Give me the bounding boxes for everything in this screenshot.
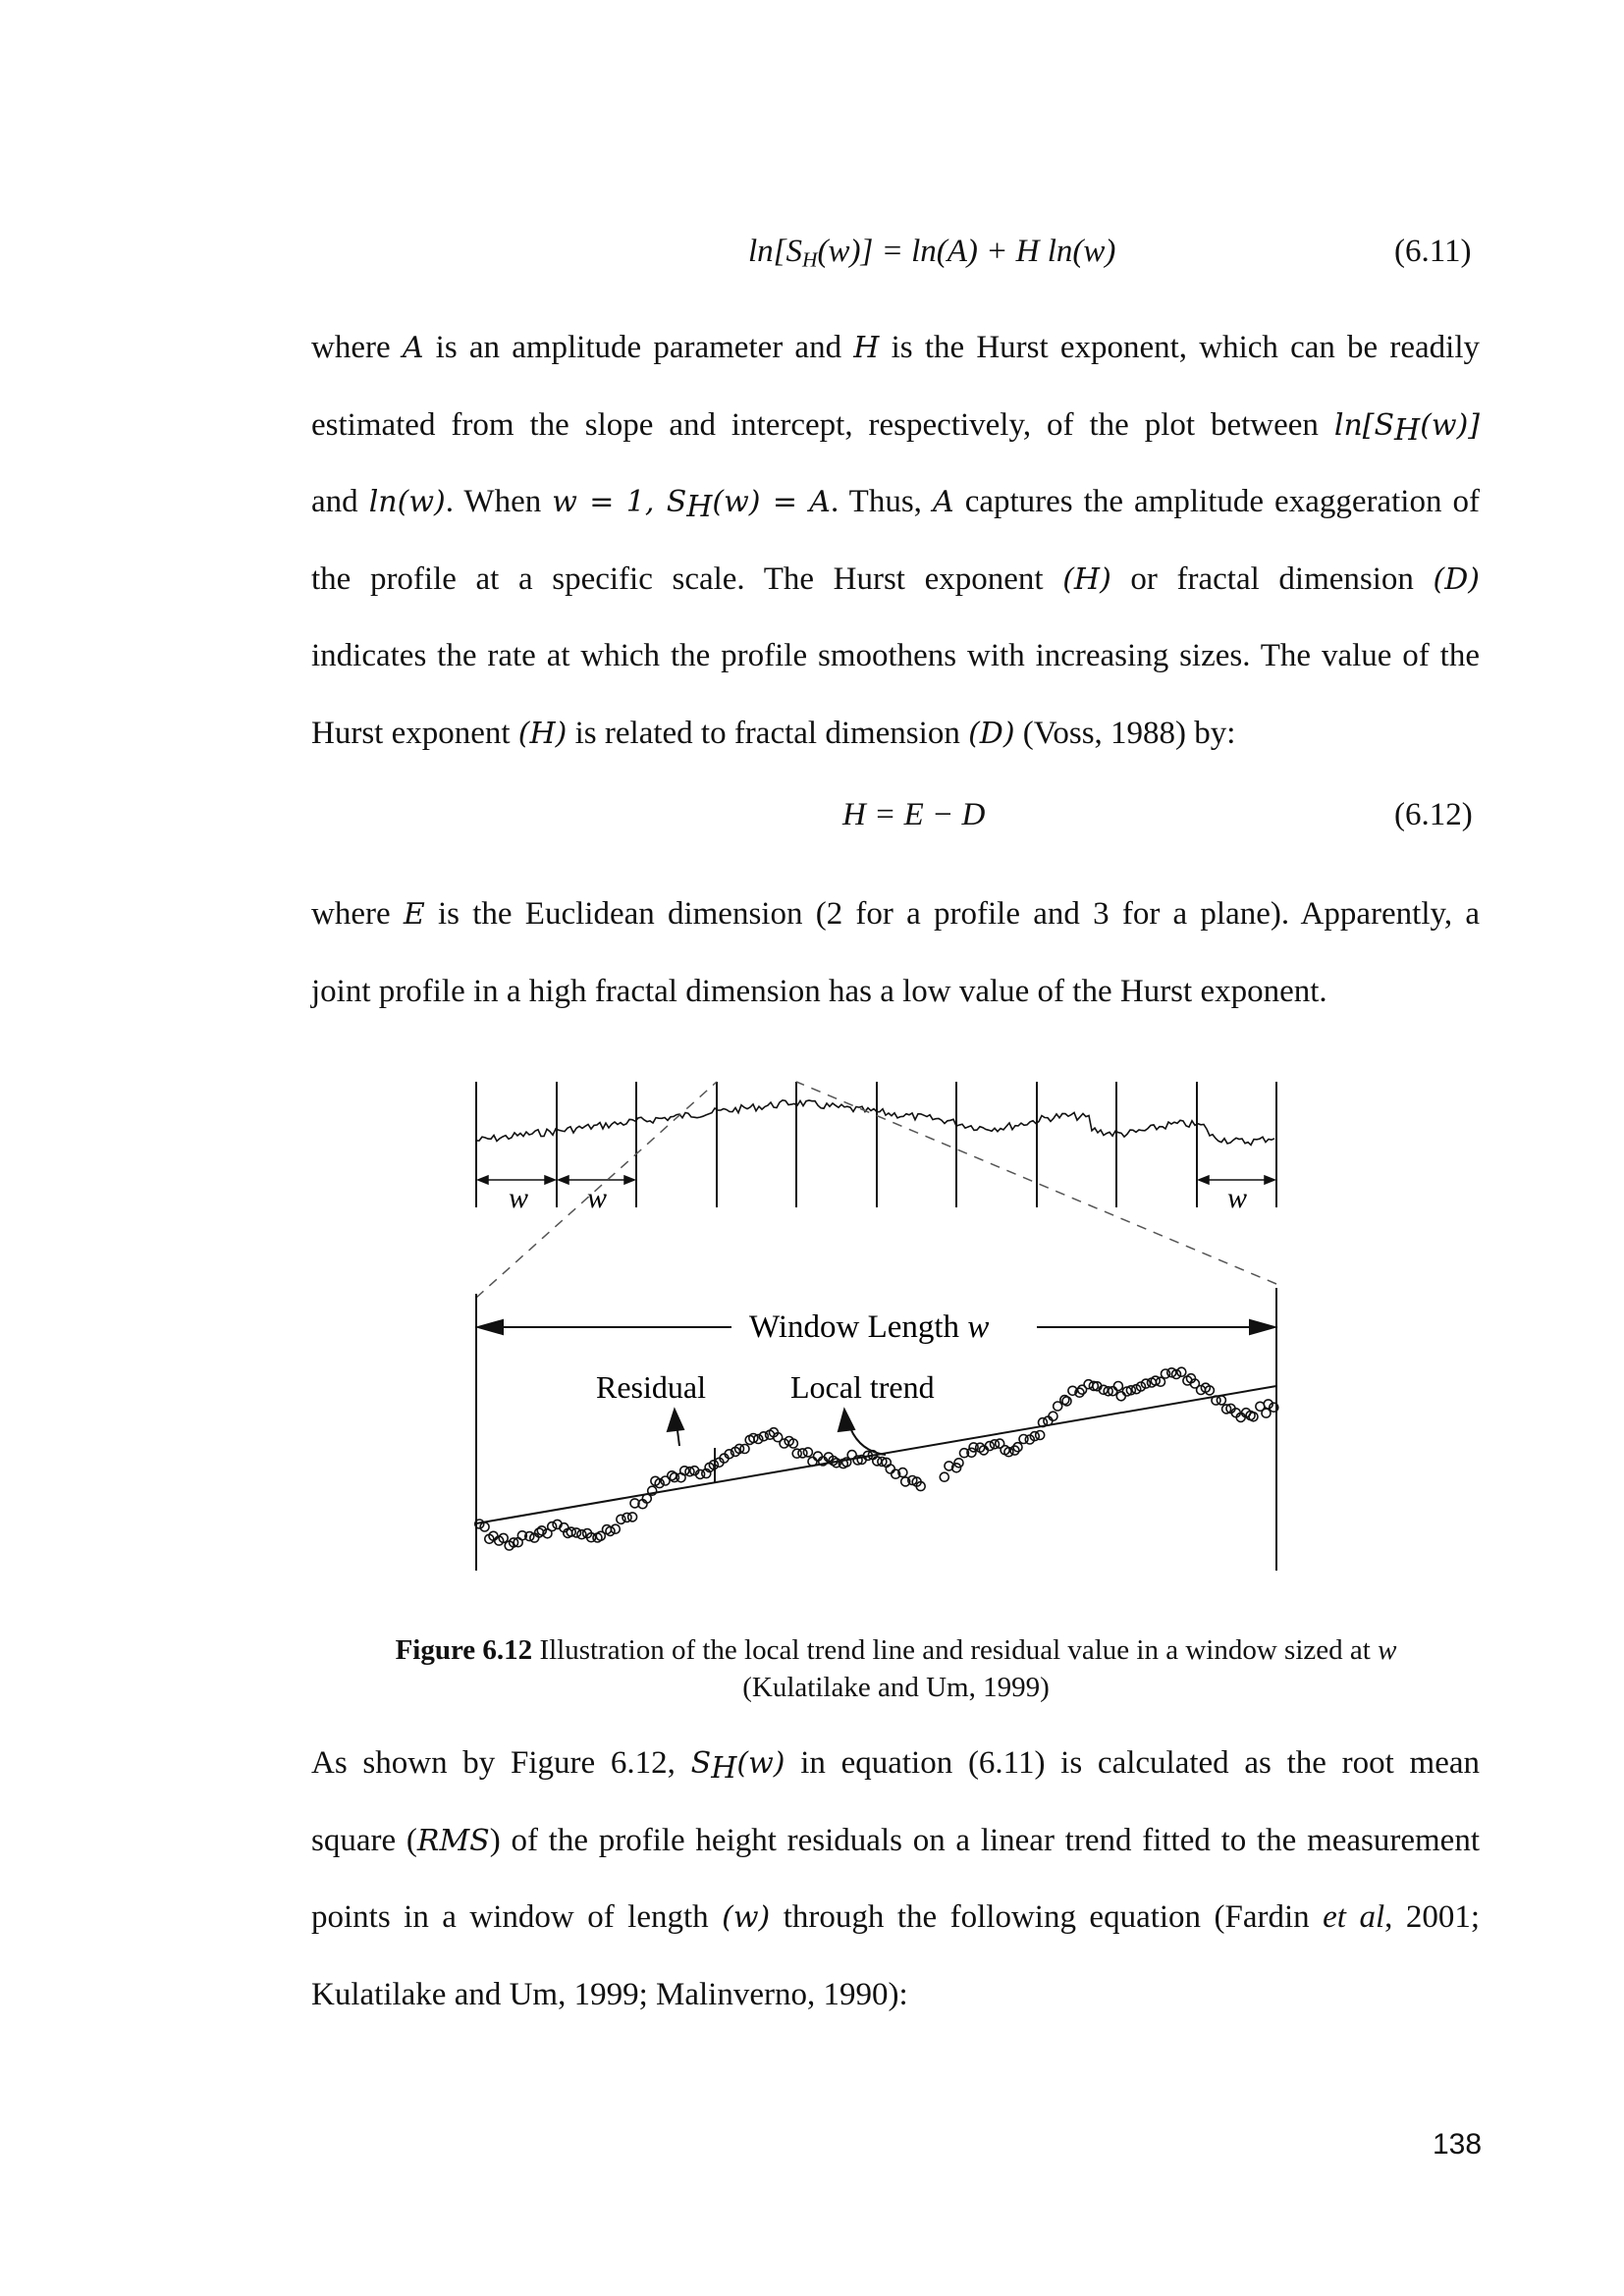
w-label-3: w [1227,1182,1248,1214]
eq-lhs: ln[S [748,234,803,269]
residual-point [1036,1431,1045,1440]
residual-point [1113,1382,1122,1391]
text-line: indicates the rate at which the profile smoothens with increasing sizes. The value of the [311,638,1480,673]
caption-text: Illustration of the local trend line and residual value in a window sized at [532,1634,1379,1666]
residual-point [1177,1367,1186,1376]
equation-number-6-12: (6.12) [1394,797,1473,832]
residual-point [808,1457,817,1466]
residual-point [1084,1380,1093,1389]
residual-point [1262,1409,1271,1417]
text-line: where E is the Euclidean dimension (2 for a profile and 3 for a plane). Apparently, a [311,896,1480,932]
paragraph-1 [311,309,1480,772]
residual-point [628,1513,637,1522]
text-line: estimated from the slope and intercept, respectively, of the plot between $\ln[S_H(w)]$ [311,406,1480,448]
residual-point [617,1515,625,1523]
eq-sub: H [802,247,818,272]
residual-point [611,1524,620,1533]
residual-point [759,1432,768,1441]
caption-citation: (Kulatilake and Um, 1999) [742,1672,1050,1703]
window-length-label: Window Length w [749,1309,990,1345]
eq-rhs: (w)] = ln(A) + H ln(w) [817,234,1116,269]
w-label-2: w [587,1182,608,1214]
page-number: 138 [1433,2128,1483,2161]
text-line: Hurst exponent (H) is related to fractal dimension (D) (Voss, 1988) by: [311,715,1236,751]
text-line: points in a window of length (w) through the following equation (Fardin et al, 2001; [311,1899,1481,1935]
figure-caption [324,1631,1468,1706]
text-line: As shown by Figure 6.12, $S_H(w)$ in equation (6.11) is calculated as the root mean [311,1745,1480,1787]
residual-point [480,1522,489,1531]
local-trend-label: Local trend [790,1369,935,1405]
residual-point [1157,1377,1165,1386]
figure-window-diagram [461,1070,1296,1580]
text-line: square (RMS) of the profile height residuals on a linear trend fitted to the measurement [311,1822,1480,1858]
joint-profile-line [476,1100,1274,1146]
paragraph-3 [311,1725,1480,2033]
paragraph-2 [311,876,1480,1030]
text-line: and ln(w). When w = 1, $S_H(w) = A$. Thus, A captures the amplitude exaggeration of [311,484,1481,525]
residual-point [1249,1413,1258,1421]
text-line: the profile at a specific scale. The Hurst exponent (H) or fractal dimension (D) [311,561,1480,597]
text-line: joint profile in a high fractal dimension has a low value of the Hurst exponent. [311,973,1327,1009]
residual-point [740,1445,749,1454]
text-line: Kulatilake and Um, 1999; Malinverno, 1990): [311,1976,908,2012]
text-line: where A is an amplitude parameter and H is the Hurst exponent, which can be readily [311,330,1481,365]
residual-point [940,1472,948,1481]
equation-6-11 [748,234,1115,272]
equation-6-12: H = E − D [842,797,986,832]
w-label-1: w [509,1182,529,1214]
residual-point [803,1448,812,1457]
residual-point [1217,1396,1225,1405]
residual-point [572,1528,581,1537]
residual-label: Residual [596,1369,706,1405]
caption-label: Figure 6.12 [395,1634,533,1666]
local-trend-line [476,1386,1276,1523]
equation-number-6-11: (6.11) [1394,234,1472,269]
residual-point [548,1522,557,1531]
caption-w: w [1378,1634,1397,1666]
residual-point [1116,1392,1125,1401]
